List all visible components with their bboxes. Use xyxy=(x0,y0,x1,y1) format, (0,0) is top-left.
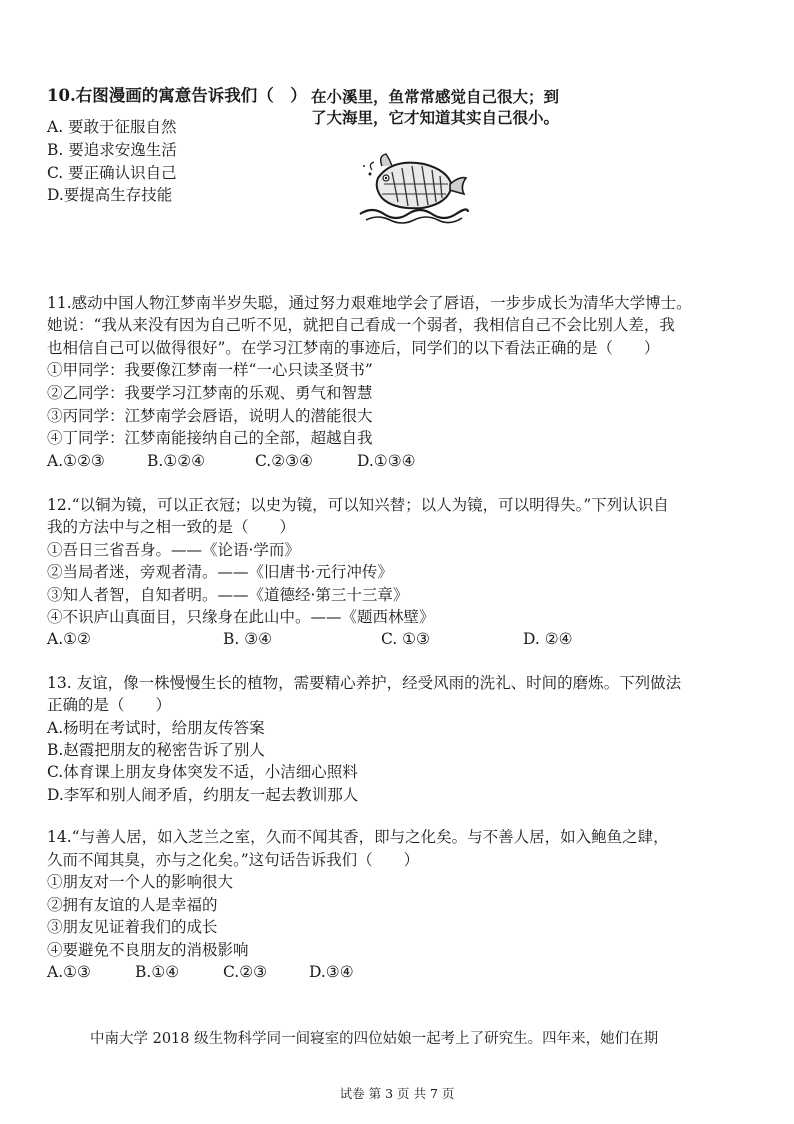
q11-option-d: D.①③④ xyxy=(357,452,416,470)
q11-statement-3: ③丙同学：江梦南学会唇语，说明人的潜能很大 xyxy=(47,407,373,425)
q10-option-a: A. 要敢于征服自然 xyxy=(47,118,177,136)
q14-option-b: B.①④ xyxy=(135,963,180,981)
q11-statement-1: ①甲同学：我要像江梦南一样“一心只读圣贤书” xyxy=(47,361,373,379)
q12-option-d: D. ②④ xyxy=(523,630,573,648)
q12-option-c: C. ①③ xyxy=(381,630,430,648)
q12-statement-1: ①吾日三省吾身。——《论语·学而》 xyxy=(47,541,300,559)
q14-statement-4: ④要避免不良朋友的消极影响 xyxy=(47,941,249,959)
q12-option-b: B. ③④ xyxy=(223,630,273,648)
q14-option-a: A.①③ xyxy=(47,963,91,981)
q11-option-a: A.①②③ xyxy=(47,452,105,470)
q15-intro-text: 中南大学 2018 级生物科学同一间寝室的四位姑娘一起考上了研究生。四年来，她们在期 xyxy=(90,1031,659,1047)
q12-option-a: A.①② xyxy=(47,630,91,648)
q10-option-c: C. 要正确认识自己 xyxy=(47,164,177,182)
q13-stem-line2: 正确的是（ ） xyxy=(47,696,172,714)
q11-stem-line3: 也相信自己可以做得很好”。在学习江梦南的事迹后，同学们的以下看法正确的是（ ） xyxy=(47,339,660,357)
page-footer: 试卷 第 3 页 共 7 页 xyxy=(339,1086,455,1101)
q13-option-a: A.杨明在考试时，给朋友传答案 xyxy=(47,719,265,737)
q12-statement-3: ③知人者智，自知者明。——《道德经·第三十三章》 xyxy=(47,586,409,604)
q11-statement-4: ④丁同学：江梦南能接纳自己的全部，超越自我 xyxy=(47,429,373,447)
fish-cartoon-image xyxy=(352,148,472,248)
q11-options xyxy=(47,451,447,471)
q14-option-d: D.③④ xyxy=(309,963,354,981)
q10-option-d: D.要提高生存技能 xyxy=(47,186,173,204)
q12-statement-4: ④不识庐山真面目，只缘身在此山中。——《题西林壁》 xyxy=(47,608,435,626)
q14-options xyxy=(47,962,367,982)
q13-option-b: B.赵霞把朋友的秘密告诉了别人 xyxy=(47,741,265,759)
q13-option-d: D.李军和别人闹矛盾，约朋友一起去教训那人 xyxy=(47,786,359,804)
q10-stem: 10.右图漫画的寓意告诉我们（ ） xyxy=(47,86,307,105)
q11-stem-line1: 11.感动中国人物江梦南半岁失聪，通过努力艰难地学会了唇语，一步步成长为清华大学博士。 xyxy=(47,294,692,312)
q14-stem-line2: 久而不闻其臭，亦与之化矣。”这句话告诉我们（ ） xyxy=(47,851,420,869)
q14-statement-2: ②拥有友谊的人是幸福的 xyxy=(47,896,218,914)
q10-option-b: B. 要追求安逸生活 xyxy=(47,141,177,159)
q14-statement-3: ③朋友见证着我们的成长 xyxy=(47,918,218,936)
q14-statement-1: ①朋友对一个人的影响很大 xyxy=(47,873,234,891)
q14-stem-line1: 14.“与善人居，如入芝兰之室，久而不闻其香，即与之化矣。与不善人居，如入鲍鱼之肆， xyxy=(47,828,669,846)
q12-stem-line1: 12.“以铜为镜，可以正衣冠；以史为镜，可以知兴替；以人为镜，可以明得失。”下列认识自 xyxy=(47,496,669,514)
q12-statement-2: ②当局者迷，旁观者清。——《旧唐书·元行冲传》 xyxy=(47,563,393,581)
q10-caption-line1: 在小溪里，鱼常常感觉自己很大；到 xyxy=(311,87,560,106)
q12-options xyxy=(47,629,627,649)
q11-option-c: C.②③④ xyxy=(255,452,313,470)
q13-stem-line1: 13. 友谊，像一株慢慢生长的植物，需要精心养护，经受风雨的洗礼、时间的磨炼。下列做法 xyxy=(47,674,682,692)
q11-stem-line2: 她说：“我从来没有因为自己听不见，就把自己看成一个弱者，我相信自己不会比别人差，我 xyxy=(47,316,675,334)
q10-caption-line2: 了大海里，它才知道其实自己很小。 xyxy=(311,108,560,127)
q13-option-c: C.体育课上朋友身体突发不适，小洁细心照料 xyxy=(47,763,358,781)
q11-option-b: B.①②④ xyxy=(147,452,206,470)
q12-stem-line2: 我的方法中与之相一致的是（ ） xyxy=(47,518,296,536)
q14-option-c: C.②③ xyxy=(223,963,268,981)
q11-statement-2: ②乙同学：我要学习江梦南的乐观、勇气和智慧 xyxy=(47,384,373,402)
